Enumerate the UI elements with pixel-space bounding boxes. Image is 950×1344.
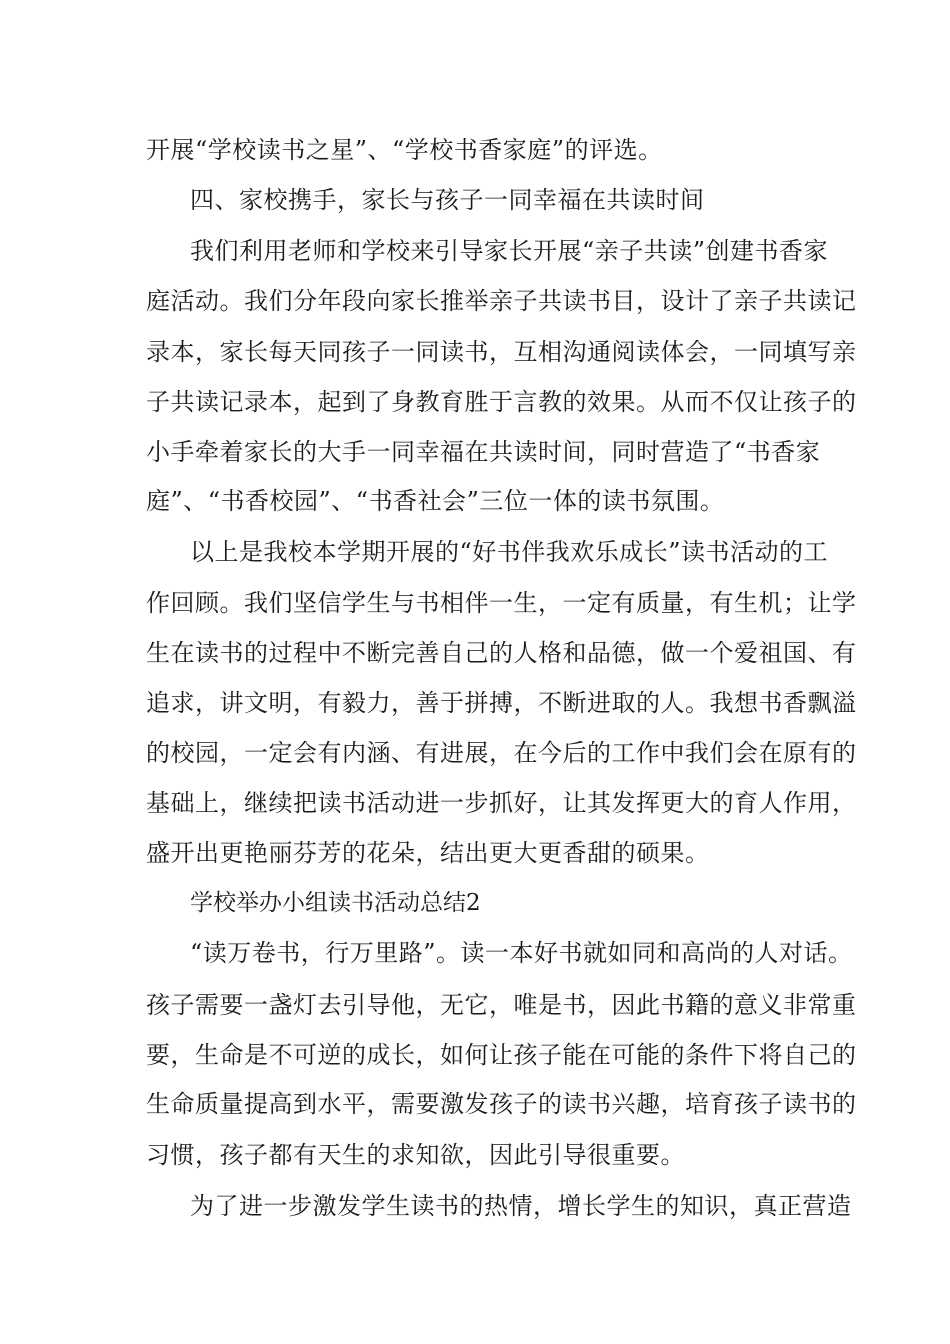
text-line: 为了进一步激发学生读书的热情，增长学生的知识，真正营造 (190, 1192, 852, 1220)
text-line: 小手牵着家长的大手一同幸福在共读时间，同时营造了“书香家 (146, 438, 821, 466)
text-line: 庭活动。我们分年段向家长推举亲子共读书目，设计了亲子共读记 (146, 287, 857, 315)
document-title: 学校举办小组读书活动总结2 (190, 890, 481, 916)
text-line: 的校园，一定会有内涵、有进展，在今后的工作中我们会在原有的 (146, 739, 857, 767)
text-line: 习惯，孩子都有天生的求知欲，因此引导很重要。 (146, 1141, 685, 1169)
text-line: 要，生命是不可逆的成长，如何让孩子能在可能的条件下将自己的 (146, 1041, 857, 1069)
text-line: 录本，家长每天同孩子一同读书，互相沟通阅读体会，一同填写亲 (146, 338, 857, 366)
text-line: 庭”、“书香校园”、“书香社会”三位一体的读书氛围。 (146, 487, 725, 515)
text-line: 生在读书的过程中不断完善自己的人格和品德，做一个爱祖国、有 (146, 639, 857, 667)
text-line: 盛开出更艳丽芬芳的花朵，结出更大更香甜的硕果。 (146, 839, 710, 867)
text-line: 作回顾。我们坚信学生与书相伴一生，一定有质量，有生机；让学 (146, 589, 857, 617)
text-line: 追求，讲文明，有毅力，善于拼搏，不断进取的人。我想书香飘溢 (146, 689, 857, 717)
text-line: “读万卷书，行万里路”。读一本好书就如同和高尚的人对话。 (190, 939, 853, 967)
text-line: 我们利用老师和学校来引导家长开展“亲子共读”创建书香家 (190, 237, 829, 265)
text-line: 孩子需要一盏灯去引导他，无它，唯是书，因此书籍的意义非常重 (146, 991, 857, 1019)
section-heading: 四、家校携手，家长与孩子一同幸福在共读时间 (190, 186, 705, 214)
text-line: 以上是我校本学期开展的“好书伴我欢乐成长”读书活动的工 (190, 538, 829, 566)
text-line: 子共读记录本，起到了身教育胜于言教的效果。从而不仅让孩子的 (146, 388, 857, 416)
text-line: 开展“学校读书之星”、“学校书香家庭”的评选。 (146, 136, 663, 164)
text-line: 生命质量提高到水平，需要激发孩子的读书兴趣，培育孩子读书的 (146, 1090, 857, 1118)
text-line: 基础上，继续把读书活动进一步抓好，让其发挥更大的育人作用， (146, 789, 857, 817)
